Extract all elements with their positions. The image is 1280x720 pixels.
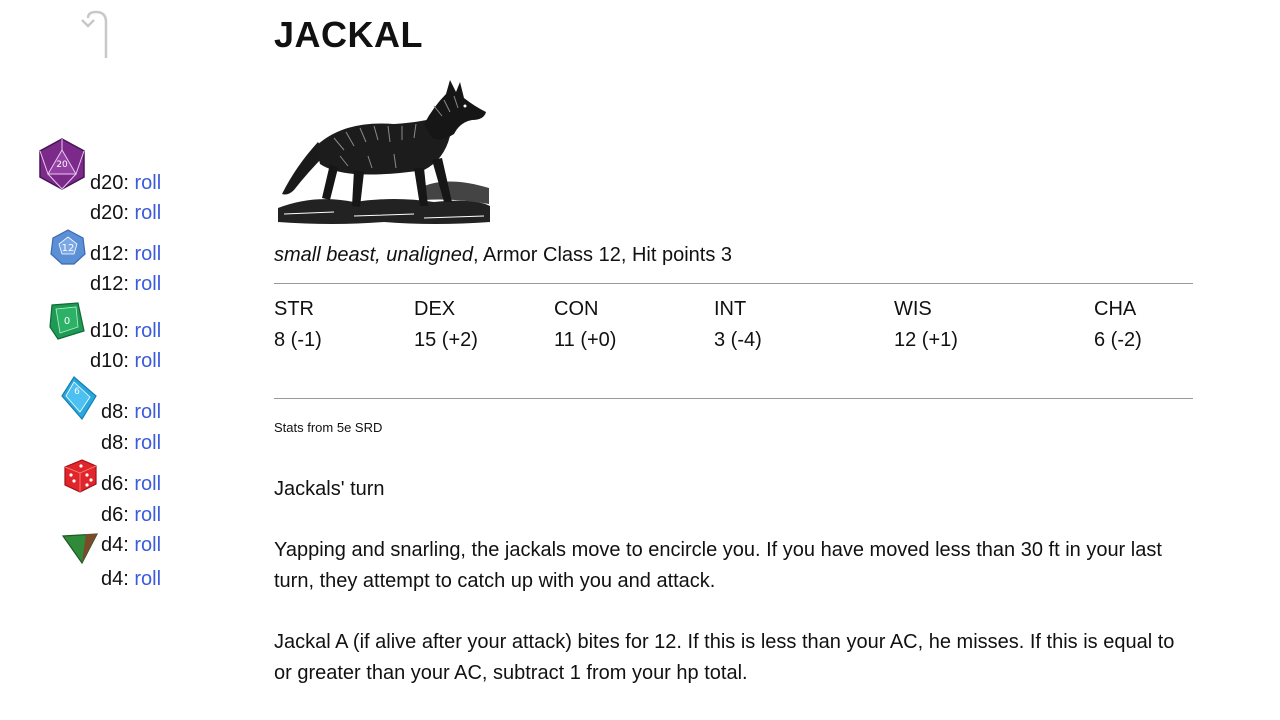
d20-face-label: 20 — [56, 160, 68, 170]
die-label: d10: — [90, 350, 129, 372]
divider-bottom — [274, 398, 1193, 399]
roll-link[interactable]: roll — [134, 473, 162, 495]
d4-die-icon — [62, 532, 98, 564]
die-label: d4: — [101, 534, 129, 556]
roll-link[interactable]: roll — [134, 432, 162, 454]
stat-value-cha: 6 (-2) — [1094, 329, 1142, 351]
narrative-paragraph-2: Jackal A (if alive after your attack) bites for 12. If this is less than your AC, he misses. If this is equal to or greater than your AC, subtract 1 from your hp total. — [274, 631, 1175, 684]
roll-link[interactable]: roll — [134, 273, 162, 295]
roll-link[interactable]: roll — [134, 243, 162, 265]
monster-summary — [274, 244, 732, 267]
stat-header-str: STR — [274, 298, 314, 320]
dice-row-d6-alt — [101, 503, 161, 527]
d6-die-icon — [62, 458, 98, 494]
roll-link[interactable]: roll — [134, 350, 162, 372]
roll-link[interactable]: roll — [134, 320, 162, 342]
stats-credit: Stats from 5e SRD — [274, 420, 383, 435]
stat-value-con: 11 (+0) — [554, 329, 617, 351]
d12-face-label: 12 — [61, 243, 75, 254]
stat-value-dex: 15 (+2) — [414, 329, 478, 351]
dice-row-d4-alt — [101, 567, 161, 591]
roll-link[interactable]: roll — [134, 202, 162, 224]
roll-link[interactable]: roll — [134, 568, 162, 590]
narrative-paragraph-1: Yapping and snarling, the jackals move to encircle you. If you have moved less than 30 ft in your last turn, they attempt to catch up with you and attack. — [274, 539, 1162, 592]
stat-header-int: INT — [714, 298, 747, 320]
roll-link[interactable]: roll — [134, 504, 162, 526]
divider-top — [274, 283, 1193, 284]
monster-summary-rest: , Armor Class 12, Hit points 3 — [473, 244, 732, 266]
stat-header-con: CON — [554, 298, 599, 320]
d20-die-icon — [38, 138, 86, 190]
d12-die-icon — [50, 229, 86, 265]
dice-row-d8-alt — [101, 431, 161, 455]
roll-link[interactable]: roll — [134, 534, 162, 556]
d10-die-icon — [48, 301, 86, 341]
die-label: d12: — [90, 273, 129, 295]
die-label: d20: — [90, 202, 129, 224]
die-label: d8: — [101, 401, 129, 423]
stat-value-int: 3 (-4) — [714, 329, 762, 351]
d8-face-label: 6 — [74, 387, 80, 397]
d10-face-label: 0 — [63, 316, 71, 327]
die-label: d8: — [101, 432, 129, 454]
die-label: d6: — [101, 504, 129, 526]
dice-row-d12 — [90, 242, 161, 266]
d8-die-icon — [60, 376, 98, 420]
stat-header-wis: WIS — [894, 298, 932, 320]
section-heading: Jackals' turn — [274, 478, 385, 500]
roll-link[interactable]: roll — [134, 172, 162, 194]
die-label: d6: — [101, 473, 129, 495]
jackal-illustration — [274, 76, 494, 228]
dice-row-d10 — [90, 319, 161, 343]
die-label: d12: — [90, 243, 129, 265]
dice-row-d20-alt — [90, 201, 161, 225]
die-label: d10: — [90, 320, 129, 342]
stat-value-wis: 12 (+1) — [894, 329, 958, 351]
dice-row-d20 — [90, 171, 161, 195]
stat-header-cha: CHA — [1094, 298, 1137, 320]
stat-header-dex: DEX — [414, 298, 456, 320]
dice-row-d12-alt — [90, 272, 161, 296]
monster-title: JACKAL — [274, 14, 424, 55]
roll-link[interactable]: roll — [134, 401, 162, 423]
dice-row-d10-alt — [90, 349, 161, 373]
back-arrow-icon[interactable] — [78, 8, 112, 60]
stat-value-str: 8 (-1) — [274, 329, 322, 351]
monster-type: small beast, unaligned — [274, 244, 474, 266]
die-label: d4: — [101, 568, 129, 590]
dice-row-d4 — [101, 533, 161, 557]
dice-row-d6 — [101, 472, 161, 496]
die-label: d20: — [90, 172, 129, 194]
dice-row-d8 — [101, 400, 161, 424]
